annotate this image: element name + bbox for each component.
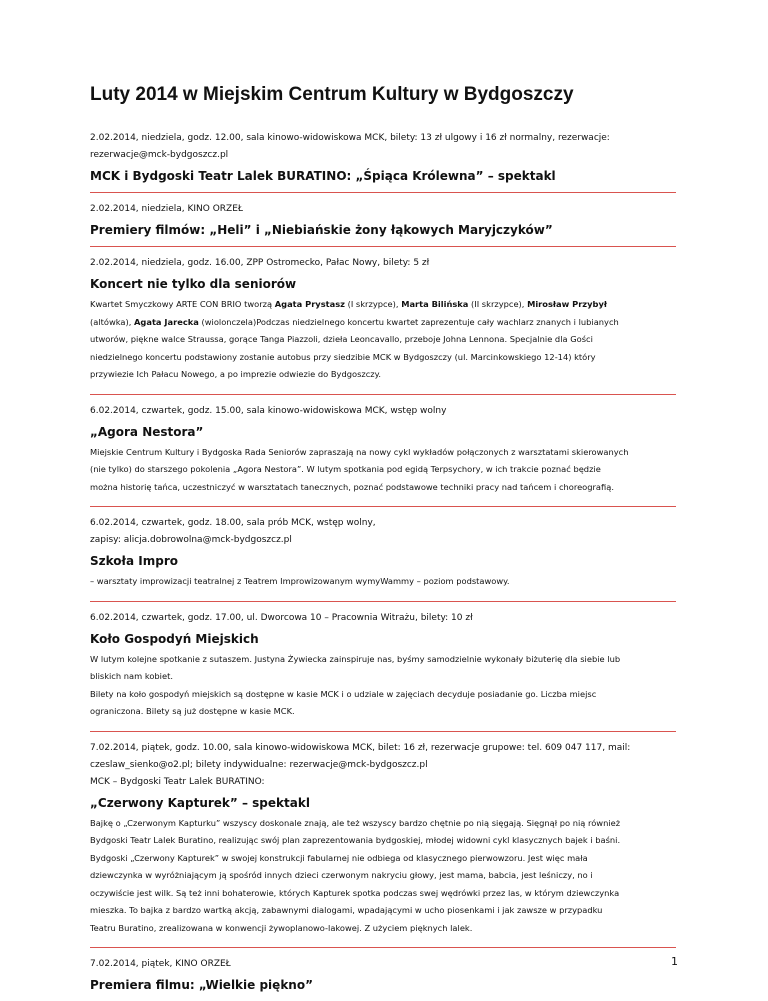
event-meta-line: 2.02.2014, niedziela, godz. 16.00, ZPP Ostromecko, Pałac Nowy, bilety: 5 zł — [90, 258, 430, 268]
event-block — [90, 247, 676, 395]
event-description-line: Bydgoski „Czerwony Kapturek” w swojej konstrukcji fabularnej nie odbiega od klasycznego pierwowzoru. Jest więc mała — [90, 852, 588, 863]
event-meta-line: rezerwacje@mck-bydgoszcz.pl — [90, 150, 229, 160]
event-meta — [90, 193, 676, 218]
text-run: Kwartet Smyczkowy ARTE CON BRIO tworzą — [90, 299, 275, 309]
event-description-line: niedzielnego koncertu podstawiony zostanie autobus przy siedzibie MCK w Bydgoszczy (ul. Marcinkowskiego 12-14) który — [90, 351, 596, 362]
event-heading: MCK i Bydgoski Teatr Lalek BURATINO: „Śpiąca Królewna” – spektakl — [90, 169, 556, 183]
event-meta-line: 2.02.2014, niedziela, KINO ORZEŁ — [90, 204, 243, 214]
event-description-line: można historię tańca, uczestniczyć w warsztatach tanecznych, poznać podstawowe techniki pracy nad tańcem i choreografią. — [90, 481, 614, 492]
event-meta — [90, 507, 676, 549]
event-description-line: przywiezie Ich Pałacu Nowego, a po imprezie odwiezie do Bydgoszczy. — [90, 369, 382, 379]
event-description-line: Teatru Buratino, zrealizowana w konwencji żywoplanowo-lakowej. Z użyciem pięknych lalek. — [90, 922, 473, 933]
event-description-line: W lutym kolejne spotkanie z sutaszem. Justyna Żywiecka zainspiruje nas, byśmy samodzielnie wykonały biżuterię dla siebie lub — [90, 653, 621, 664]
event-block — [90, 130, 676, 193]
event-description-line — [90, 296, 676, 314]
event-meta — [90, 602, 676, 627]
performer-name: Agata Prystasz — [274, 299, 345, 309]
event-block — [90, 732, 676, 949]
performer-name: Marta Bilińska — [401, 299, 469, 309]
performer-name: Mirosław Przybył — [527, 299, 607, 309]
event-meta-line: 7.02.2014, piątek, godz. 10.00, sala kinowo-widowiskowa MCK, bilet: 16 zł, rezerwacje grupowe: tel. 609 047 117, mail: — [90, 742, 631, 753]
event-description-line — [90, 314, 676, 332]
event-description-line: bliskich nam kobiet. — [90, 671, 173, 681]
page-number: 1 — [671, 955, 678, 968]
event-meta-line: zapisy: alicja.dobrowolna@mck-bydgoszcz.pl — [90, 535, 292, 545]
event-meta — [90, 247, 676, 272]
event-block — [90, 602, 676, 732]
event-description-line: oczywiście jest wilk. Są też inni bohaterowie, których Kapturek spotka podczas swej wędrówki przez las, w którym dziewczynka — [90, 887, 620, 898]
text-run: (altówka), — [90, 316, 134, 327]
event-heading: Premiery filmów: „Heli” i „Niebiańskie żony łąkowych Maryjczyków” — [90, 223, 553, 237]
event-description-line: dziewczynka w wyróżniającym ją spośród innych dzieci czerwonym nakryciu głowy, jest mama, babcia, jest leśniczy, no i — [90, 870, 593, 880]
event-heading: „Czerwony Kapturek” – spektakl — [90, 795, 310, 810]
event-description-line: utworów, piękne walce Straussa, gorące Tanga Piazzoli, dzieła Leoncavallo, przeboje Johna Lennona. Specjalnie dla Gości — [90, 334, 593, 344]
event-description-line: ograniczona. Bilety są już dostępne w kasie MCK. — [90, 706, 295, 716]
event-meta — [90, 395, 676, 420]
event-description — [90, 651, 676, 721]
event-block — [90, 193, 676, 247]
page-title: Luty 2014 w Miejskim Centrum Kultury w Bydgoszczy — [90, 84, 574, 105]
text-run: (I skrzypce), — [344, 299, 402, 309]
event-description-line: Bajkę o „Czerwonym Kapturku” wszyscy doskonale znają, ale też wszyscy bardzo chętnie po nią sięgają. Sięgnął po nią również — [90, 817, 621, 828]
event-description — [90, 444, 676, 497]
event-heading: Szkoła Impro — [90, 554, 178, 568]
event-meta-line: 6.02.2014, czwartek, godz. 15.00, sala kinowo-widowiskowa MCK, wstęp wolny — [90, 405, 447, 416]
event-description — [90, 815, 676, 938]
event-description — [90, 573, 676, 591]
event-description-line: (nie tylko) do starszego pokolenia „Agora Nestora”. W lutym spotkania pod egidą Terpsychory, w ich trakcie poznać będzie — [90, 464, 601, 474]
event-block — [90, 507, 676, 602]
performer-name: Agata Jarecka — [134, 316, 199, 327]
event-heading: „Agora Nestora” — [90, 424, 204, 439]
event-description-line: Bydgoski Teatr Lalek Buratino, realizując swój plan zaprezentowania bydgoskiej, młodej widowni cykl klasycznych bajek i baśni. — [90, 835, 621, 845]
event-meta-line: 6.02.2014, czwartek, godz. 17.00, ul. Dworcowa 10 – Pracownia Witrażu, bilety: 10 zł — [90, 612, 473, 623]
event-description-line: Miejskie Centrum Kultury i Bydgoska Rada Seniorów zapraszają na nowy cykl wykładów połączonych z warsztatami skierowanych — [90, 446, 629, 457]
event-meta-line: 2.02.2014, niedziela, godz. 12.00, sala kinowo-widowiskowa MCK, bilety: 13 zł ulgowy i 16 zł normalny, rezerwacje: — [90, 133, 610, 143]
event-meta-line: 7.02.2014, piątek, KINO ORZEŁ — [90, 959, 231, 969]
text-run: (II skrzypce), — [468, 299, 528, 309]
event-description-line: mieszka. To bajka z bardzo wartką akcją, zabawnymi dialogami, wpadającymi w ucho piosenkami i jak zawsze w przypadku — [90, 905, 603, 915]
events-list — [90, 130, 676, 1001]
event-heading: Premiera filmu: „Wielkie piękno” — [90, 978, 313, 992]
event-block — [90, 395, 676, 508]
event-heading: Koło Gospodyń Miejskich — [90, 631, 259, 646]
event-heading: Koncert nie tylko dla seniorów — [90, 277, 297, 291]
event-meta — [90, 130, 676, 164]
event-block — [90, 948, 676, 1001]
event-meta — [90, 948, 676, 973]
text-run: (wiolonczela)Podczas niedzielnego koncertu kwartet zaprezentuje cały wachlarz znanych i lubianych — [198, 316, 619, 327]
event-description-line: – warsztaty improwizacji teatralnej z Teatrem Improwizowanym wymyWammy – poziom podstawowy. — [90, 576, 510, 586]
event-description — [90, 296, 676, 384]
event-meta-line: 6.02.2014, czwartek, godz. 18.00, sala prób MCK, wstęp wolny, — [90, 518, 376, 528]
event-meta-line: czeslaw_sienko@o2.pl; bilety indywidualne: rezerwacje@mck-bydgoszcz.pl — [90, 759, 428, 770]
event-meta — [90, 732, 676, 791]
event-meta-line: MCK – Bydgoski Teatr Lalek BURATINO: — [90, 776, 265, 787]
event-description-line: Bilety na koło gospodyń miejskich są dostępne w kasie MCK i o udziale w zajęciach decyduje posiadanie go. Liczba miejsc — [90, 688, 597, 699]
